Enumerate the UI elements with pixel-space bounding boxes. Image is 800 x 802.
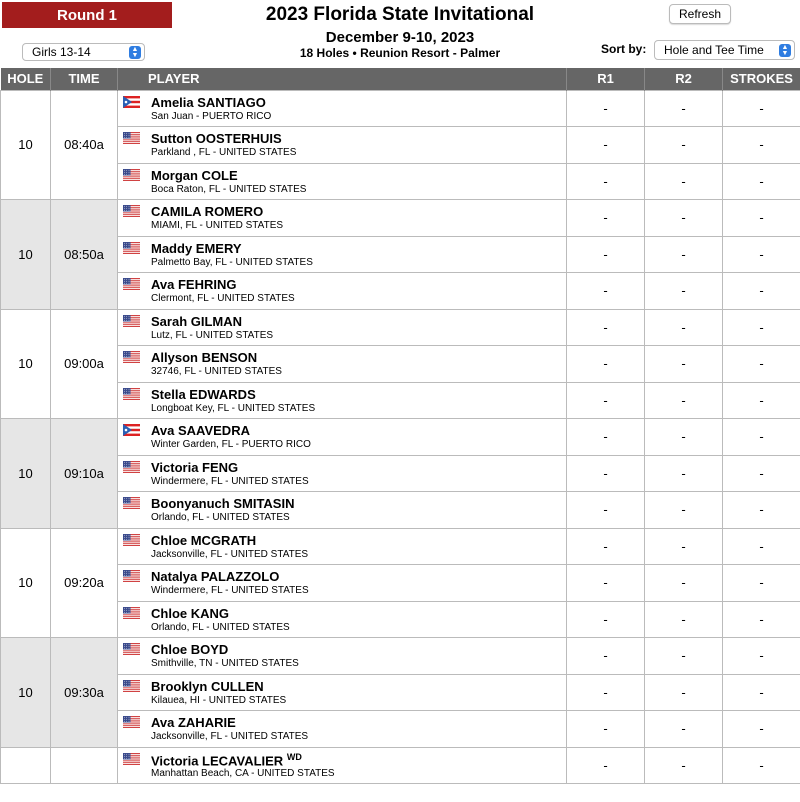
r2-score: - (645, 528, 723, 565)
pr-flag-icon (123, 96, 140, 108)
table-row (1, 309, 800, 346)
r1-score: - (567, 674, 645, 711)
hole-cell: 10 (1, 419, 51, 529)
r2-score: - (645, 236, 723, 273)
r2-score: - (645, 711, 723, 748)
r2-score: - (645, 601, 723, 638)
r2-score: - (645, 90, 723, 127)
tee-time-cell: 08:50a (51, 200, 118, 310)
player-cell[interactable] (118, 273, 567, 310)
strokes-total: - (723, 309, 800, 346)
col-header-player[interactable]: PLAYER (118, 68, 567, 90)
r2-score: - (645, 674, 723, 711)
strokes-total: - (723, 674, 800, 711)
top-bar (0, 0, 800, 68)
sort-select[interactable] (654, 40, 795, 60)
us-flag-icon (123, 607, 140, 619)
refresh-button[interactable]: Refresh (669, 4, 731, 24)
r1-score: - (567, 711, 645, 748)
table-row (1, 528, 800, 565)
r1-score: - (567, 492, 645, 529)
strokes-total: - (723, 601, 800, 638)
division-select[interactable] (22, 43, 145, 61)
strokes-total: - (723, 236, 800, 273)
player-location: Lutz, FL - UNITED STATES (151, 329, 274, 341)
player-location: Parkland , FL - UNITED STATES (151, 147, 297, 158)
col-header-time[interactable]: TIME (51, 68, 118, 90)
r2-score: - (645, 309, 723, 346)
player-name[interactable]: Chloe BOYD (151, 642, 229, 657)
hole-cell: 10 (1, 638, 51, 748)
strokes-total: - (723, 711, 800, 748)
col-header-hole[interactable]: HOLE (1, 68, 51, 90)
us-flag-icon (123, 132, 140, 144)
us-flag-icon (123, 169, 140, 181)
table-row (1, 638, 800, 675)
player-cell[interactable] (118, 346, 567, 383)
tee-time-cell: 09:10a (51, 419, 118, 529)
player-cell[interactable] (118, 565, 567, 602)
player-name[interactable]: Victoria FENG (151, 459, 239, 475)
player-name[interactable]: Allyson BENSON (151, 350, 258, 365)
r1-score: - (567, 419, 645, 456)
table-row (1, 346, 800, 383)
strokes-total: - (723, 273, 800, 310)
tee-time-cell: 09:00a (51, 309, 118, 419)
player-name[interactable]: Amelia SANTIAGO (151, 94, 266, 110)
us-flag-icon (123, 497, 140, 509)
r1-score: - (567, 90, 645, 127)
player-name[interactable]: Sarah GILMAN (151, 313, 243, 329)
player-name[interactable]: Boonyanuch SMITASIN (151, 496, 295, 511)
strokes-total: - (723, 565, 800, 602)
table-row (1, 711, 800, 748)
r2-score: - (645, 455, 723, 492)
strokes-total: - (723, 747, 800, 784)
player-name[interactable]: Ava SAAVEDRA (151, 423, 250, 438)
player-cell[interactable] (118, 674, 567, 711)
player-location: Manhattan Beach, CA - UNITED STATES (151, 767, 335, 779)
strokes-total: - (723, 455, 800, 492)
tee-time-cell (51, 747, 118, 784)
player-name[interactable]: Ava FEHRING (151, 277, 237, 292)
us-flag-icon (123, 680, 140, 692)
player-location: Jacksonville, FL - UNITED STATES (151, 731, 309, 742)
r1-score: - (567, 565, 645, 602)
status-badge: WD (286, 751, 302, 762)
table-row (1, 455, 800, 492)
table-row (1, 273, 800, 310)
tee-time-cell: 08:40a (51, 90, 118, 200)
player-location: Orlando, FL - UNITED STATES (151, 621, 290, 633)
hole-cell: 10 (1, 200, 51, 310)
round-tab[interactable]: Round 1 (2, 2, 172, 28)
player-name[interactable]: Ava ZAHARIE (151, 715, 236, 730)
r2-score: - (645, 382, 723, 419)
player-name[interactable]: Chloe KANG (151, 605, 229, 621)
player-location: San Juan - PUERTO RICO (151, 110, 272, 122)
strokes-total: - (723, 382, 800, 419)
player-location: 32746, FL - UNITED STATES (151, 366, 282, 377)
player-cell[interactable] (118, 492, 567, 529)
table-header-row (1, 68, 800, 90)
strokes-total: - (723, 346, 800, 383)
player-cell[interactable] (118, 638, 567, 675)
r1-score: - (567, 273, 645, 310)
player-cell[interactable] (118, 200, 567, 237)
r2-score: - (645, 638, 723, 675)
hole-cell: 10 (1, 309, 51, 419)
player-name[interactable]: Sutton OOSTERHUIS (151, 131, 282, 146)
player-name[interactable]: Victoria LECAVALIER $^{WD}$ (151, 751, 302, 768)
r2-score: - (645, 127, 723, 164)
strokes-total: - (723, 200, 800, 237)
r2-score: - (645, 200, 723, 237)
player-name[interactable]: Stella EDWARDS (151, 386, 256, 402)
strokes-total: - (723, 492, 800, 529)
r1-score: - (567, 382, 645, 419)
r1-score: - (567, 163, 645, 200)
strokes-total: - (723, 528, 800, 565)
player-name[interactable]: CAMILA ROMERO (151, 204, 264, 219)
tee-times-table (0, 68, 800, 784)
player-location: Orlando, FL - UNITED STATES (151, 512, 290, 523)
us-flag-icon (123, 570, 140, 582)
r1-score: - (567, 127, 645, 164)
table-row (1, 747, 800, 784)
table-row (1, 163, 800, 200)
page-title: 2023 Florida State Invitational (265, 4, 535, 25)
player-name[interactable]: Natalya PALAZZOLO (151, 569, 280, 584)
us-flag-icon (123, 716, 140, 728)
r1-score: - (567, 747, 645, 784)
table-row (1, 382, 800, 419)
player-cell[interactable] (118, 309, 567, 346)
player-location: Boca Raton, FL - UNITED STATES (151, 183, 307, 195)
us-flag-icon (123, 753, 140, 765)
sort-label: Sort by: (601, 42, 647, 56)
player-location: Windermere, FL - UNITED STATES (151, 585, 309, 596)
player-cell[interactable] (118, 455, 567, 492)
player-cell[interactable] (118, 90, 567, 127)
table-row (1, 236, 800, 273)
player-cell[interactable] (118, 711, 567, 748)
player-name[interactable]: Brooklyn CULLEN (151, 678, 264, 694)
player-cell[interactable] (118, 127, 567, 164)
player-location: Jacksonville, FL - UNITED STATES (151, 548, 309, 560)
player-location: Windermere, FL - UNITED STATES (151, 475, 309, 487)
hole-cell: 10 (1, 90, 51, 200)
tee-time-cell: 09:20a (51, 528, 118, 638)
table-row (1, 90, 800, 127)
strokes-total: - (723, 127, 800, 164)
us-flag-icon (123, 388, 140, 400)
col-header-r2[interactable]: R2 (645, 68, 723, 90)
strokes-total: - (723, 638, 800, 675)
r1-score: - (567, 638, 645, 675)
player-location: Longboat Key, FL - UNITED STATES (151, 402, 316, 414)
r2-score: - (645, 565, 723, 602)
player-name[interactable]: Maddy EMERY (151, 240, 242, 256)
table-row (1, 601, 800, 638)
r1-score: - (567, 528, 645, 565)
col-header-strokes[interactable]: STROKES (723, 68, 800, 90)
r2-score: - (645, 747, 723, 784)
event-dates: December 9-10, 2023 (325, 29, 475, 46)
chevron-updown-icon: ▲ ▼ (129, 46, 141, 59)
player-name[interactable]: Chloe MCGRATH (151, 532, 257, 548)
player-location: MIAMI, FL - UNITED STATES (151, 220, 284, 231)
player-location: Winter Garden, FL - PUERTO RICO (151, 439, 311, 450)
player-location: Palmetto Bay, FL - UNITED STATES (151, 256, 313, 268)
hole-cell (1, 747, 51, 784)
table-row (1, 200, 800, 237)
strokes-total: - (723, 163, 800, 200)
player-cell[interactable] (118, 747, 567, 784)
us-flag-icon (123, 315, 140, 327)
sort-selected-value: Hole and Tee Time (664, 43, 764, 57)
tee-time-cell: 09:30a (51, 638, 118, 748)
player-location: Clermont, FL - UNITED STATES (151, 293, 295, 304)
division-selected-value: Girls 13-14 (32, 45, 91, 59)
r1-score: - (567, 601, 645, 638)
us-flag-icon (123, 534, 140, 546)
player-location: Kilauea, HI - UNITED STATES (151, 694, 287, 706)
us-flag-icon (123, 643, 140, 655)
r2-score: - (645, 163, 723, 200)
table-row (1, 127, 800, 164)
table-row (1, 419, 800, 456)
r1-score: - (567, 455, 645, 492)
chevron-updown-icon: ▲ ▼ (779, 44, 791, 57)
r1-score: - (567, 309, 645, 346)
r1-score: - (567, 200, 645, 237)
player-cell[interactable] (118, 236, 567, 273)
r1-score: - (567, 346, 645, 383)
player-cell[interactable] (118, 601, 567, 638)
player-cell[interactable] (118, 163, 567, 200)
hole-cell: 10 (1, 528, 51, 638)
pr-flag-icon (123, 424, 140, 436)
table-row (1, 492, 800, 529)
us-flag-icon (123, 205, 140, 217)
r2-score: - (645, 419, 723, 456)
r1-score: - (567, 236, 645, 273)
player-cell[interactable] (118, 419, 567, 456)
r2-score: - (645, 273, 723, 310)
player-name[interactable]: Morgan COLE (151, 167, 238, 183)
player-cell[interactable] (118, 528, 567, 565)
event-venue: 18 Holes • Reunion Resort - Palmer (299, 46, 501, 60)
strokes-total: - (723, 419, 800, 456)
table-row (1, 565, 800, 602)
col-header-r1[interactable]: R1 (567, 68, 645, 90)
player-location: Smithville, TN - UNITED STATES (151, 658, 299, 669)
us-flag-icon (123, 242, 140, 254)
us-flag-icon (123, 278, 140, 290)
player-cell[interactable] (118, 382, 567, 419)
us-flag-icon (123, 461, 140, 473)
r2-score: - (645, 492, 723, 529)
us-flag-icon (123, 351, 140, 363)
strokes-total: - (723, 90, 800, 127)
r2-score: - (645, 346, 723, 383)
table-row (1, 674, 800, 711)
